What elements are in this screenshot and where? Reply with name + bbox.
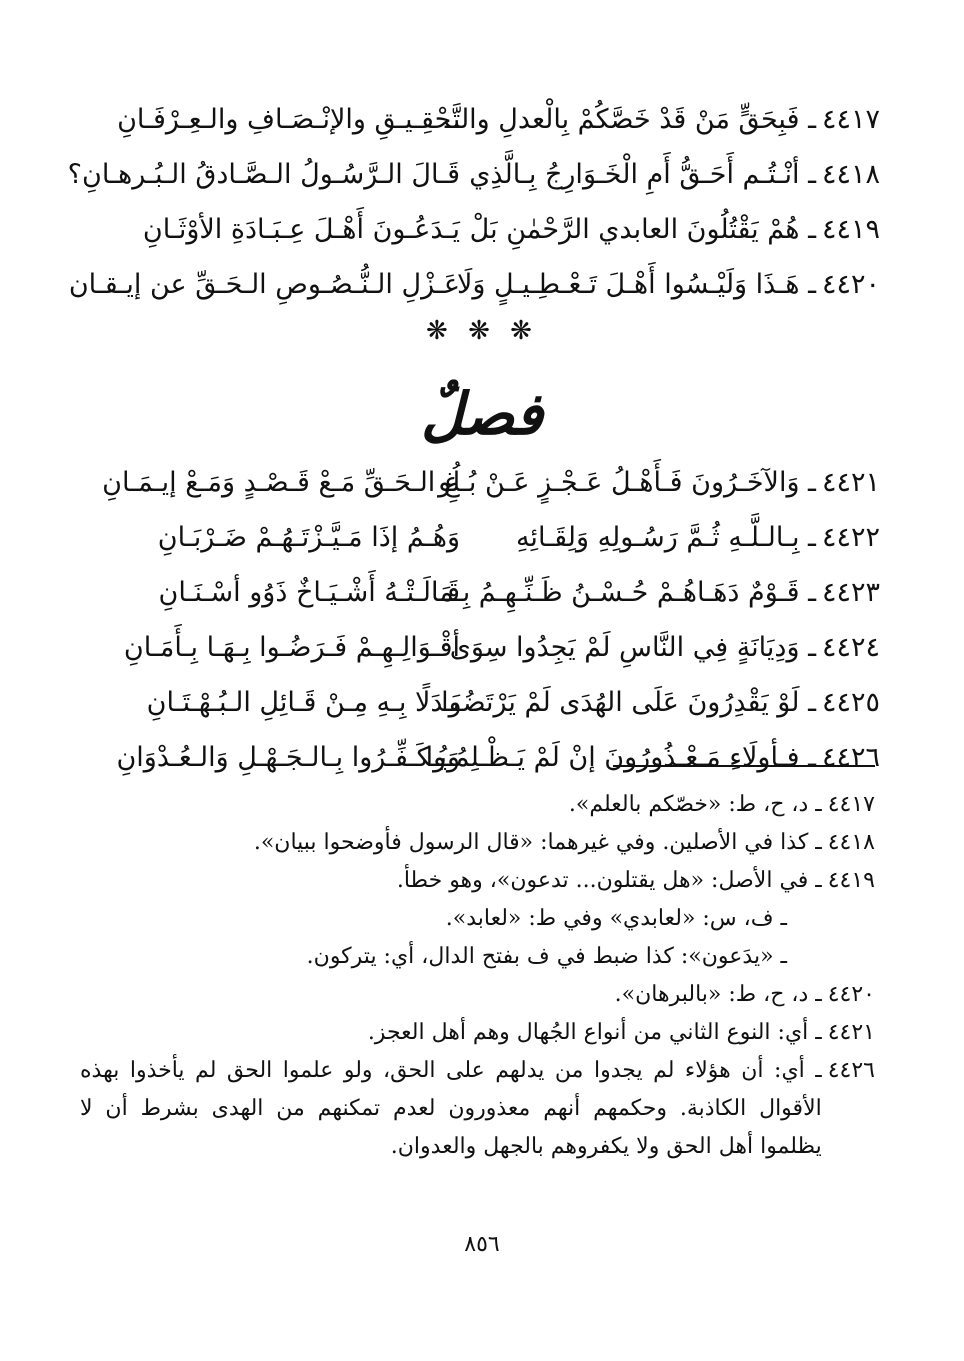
verse-number: ٤٤٢٣ xyxy=(821,577,880,608)
section-heading: فصلٌ xyxy=(421,380,543,448)
verse-number: ٤٤١٩ xyxy=(821,214,880,245)
footnote xyxy=(80,1052,875,1166)
footnotes xyxy=(80,786,875,1166)
verse-second-hemistich: يَـدَعُـونَ أَهْـلَ عِـبَـادَةِ الأوْثَـانِ xyxy=(142,214,460,245)
section-separator: ❋ ❋ ❋ xyxy=(426,316,538,346)
verse-number: ٤٤٢٠ xyxy=(821,269,880,300)
verses-top xyxy=(67,92,880,312)
verse-line xyxy=(80,510,880,565)
footnote-number: ٤٤١٩ xyxy=(827,868,875,893)
verse-first-hemistich: ٤٤٢٤ـ وَدِيَانَةٍ فِي النَّاسِ لَمْ يَجِدُوا سِوَى xyxy=(449,632,880,663)
verse-number: ٤٤٢٥ xyxy=(821,687,880,718)
verse-line xyxy=(80,730,880,785)
verse-second-hemistich: عَـزْلِ الـنُّـصُـوصِ الـحَـقِّ عن إيـقـان xyxy=(68,269,460,300)
verse-first-hemistich: ٤٤٢٥ـ لَوْ يَقْدِرُونَ عَلَى الهُدَى لَمْ يَرْتَضُوا xyxy=(441,687,880,718)
verse-second-hemistich: غِ الـحَـقِّ مَـعْ قَـصْـدٍ وَمَـعْ إيـمَـانِ xyxy=(102,467,460,498)
verse-number: ٤٤٢٤ xyxy=(821,632,880,663)
footnote xyxy=(80,786,875,824)
verse-line xyxy=(80,565,880,620)
verse-line xyxy=(80,202,880,257)
verse-second-hemistich: بَـدَلًا بِـهِ مِـنْ قَـائِلِ الـبُـهْـتَـانِ xyxy=(146,687,460,718)
verse-second-hemistich: وَهُـمُ إذَا مَـيَّـزْتَـهُـمْ ضَـرْبَـانِ xyxy=(157,522,460,553)
verse-second-hemistich: وَيُـكَـفِّـرُوا بِـالـجَـهْـلِ وَالـعُـدْوَانِ xyxy=(116,742,460,773)
verse-first-hemistich: ٤٤١٩ـ هُمْ يَقْتُلُونَ العابدي الرَّحْمٰنِ بَلْ xyxy=(469,214,880,245)
verse-number: ٤٤١٧ xyxy=(821,104,880,135)
footnote-number: ٤٤١٧ xyxy=(827,792,875,817)
verse-second-hemistich: ـحْقِـيـقِ والإنْـصَـافِ والـعِـرْفَـانِ xyxy=(117,104,460,135)
footnote xyxy=(80,862,875,900)
footnote-text: ـ د، ح، ط: «خصّكم بالعلم». xyxy=(568,792,822,817)
verse-line xyxy=(80,455,880,510)
verse-first-hemistich: ٤٤١٨ـ أنْـتُـم أَحَـقُّ أَمِ الْخَـوَارِجُ بِـالَّذِي xyxy=(469,159,880,190)
footnote xyxy=(80,824,875,862)
footnote-text: ـ في الأصل: «هل يقتلون... تدعون»، وهو خطأ. xyxy=(396,868,822,893)
verse-line xyxy=(80,675,880,730)
verse-first-hemistich: ٤٤١٧ـ فَبِحَقٍّ مَنْ قَدْ خَصَّكُمْ بِالْعدلِ والتَّـ xyxy=(444,104,880,135)
verse-number: ٤٤١٨ xyxy=(821,159,880,190)
verses-bottom xyxy=(80,455,880,785)
footnote-number: ٤٤٢٠ xyxy=(827,982,875,1007)
footnote-text: ـ كذا في الأصلين. وفي غيرهما: «قال الرسول فأوضحوا ببيان». xyxy=(253,830,822,855)
verse-second-hemistich: قَـالَ الـرَّسُـولُ الـصَّـادقُ الـبُـرهـانِ؟ xyxy=(67,159,460,190)
page-number: ٨٥٦ xyxy=(464,1232,500,1257)
verse-number: ٤٤٢٦ xyxy=(821,742,880,773)
verse-first-hemistich: ٤٤٢١ـ وَالآخَـرُونَ فَـأَهْـلُ عَـجْـزٍ عَـنْ بُـلُو xyxy=(438,467,880,498)
footnote-divider xyxy=(613,765,875,767)
footnote-text: ـ أي: أن هؤلاء لم يجدوا من يدلهم على الحق، ولو علموا الحق لم يأخذوا بهذه الأقوال الكاذبة. وحكمهم أنهم معذورون لعدم تمكنهم من الهدى بشرط أن لا يظلموا أهل الحق ولا يكفروهم بالجهل والعدوان. xyxy=(80,1058,822,1159)
verse-second-hemistich: أقْـوَالِـهِـمْ فَـرَضُـوا بِـهَـا بِـأَمَـانِ xyxy=(123,632,460,663)
footnote-number: ٤٤١٨ xyxy=(827,830,875,855)
footnote-text: ـ «يدَعون»: كذا ضبط في ف بفتح الدال، أي: يتركون. xyxy=(306,944,787,969)
verse-line xyxy=(68,257,880,312)
footnote xyxy=(80,976,875,1014)
footnote-text: ـ ف، س: «لعابدي» وفي ط: «لعابد». xyxy=(445,906,787,931)
verse-number: ٤٤٢٢ xyxy=(821,522,880,553)
footnote-number: ٤٤٢٦ xyxy=(827,1058,875,1083)
verse-first-hemistich: ٤٤٢٠ـ هَـذَا وَلَيْـسُوا أَهْـلَ تَـعْـطِـيـلٍ وَلَا xyxy=(457,269,880,300)
verse-first-hemistich: ٤٤٢٢ـ بِـالـلَّـهِ ثُـمَّ رَسُـولِهِ وَلِقَـائِهِ xyxy=(515,522,880,553)
footnote-subitem xyxy=(80,900,875,938)
verse-number: ٤٤٢١ xyxy=(821,467,880,498)
footnote xyxy=(80,1014,875,1052)
verse-line xyxy=(67,147,880,202)
footnote-subitem xyxy=(80,938,875,976)
verse-first-hemistich: ٤٤٢٣ـ قَـوْمٌ دَهَـاهُـمْ حُـسْـنُ ظَـنِّـهِـمُ بِـمَا xyxy=(430,577,880,608)
verse-line xyxy=(80,620,880,675)
verse-second-hemistich: قَـالَـتْـهُ أَشْـيَـاخٌ ذَوُو أسْـنَـانِ xyxy=(158,577,460,608)
footnote-text: ـ د، ح، ط: «بالبرهان». xyxy=(614,982,822,1007)
verse-first-hemistich: ٤٤٢٦ـ فـأولَاءِ مَـعْـذُورُونَ إنْ لَمْ يَـظْـلِمُـوا xyxy=(425,742,880,773)
verse-line xyxy=(80,92,880,147)
footnote-number: ٤٤٢١ xyxy=(827,1020,875,1045)
footnote-text: ـ أي: النوع الثاني من أنواع الجُهال وهم أهل العجز. xyxy=(367,1020,822,1045)
